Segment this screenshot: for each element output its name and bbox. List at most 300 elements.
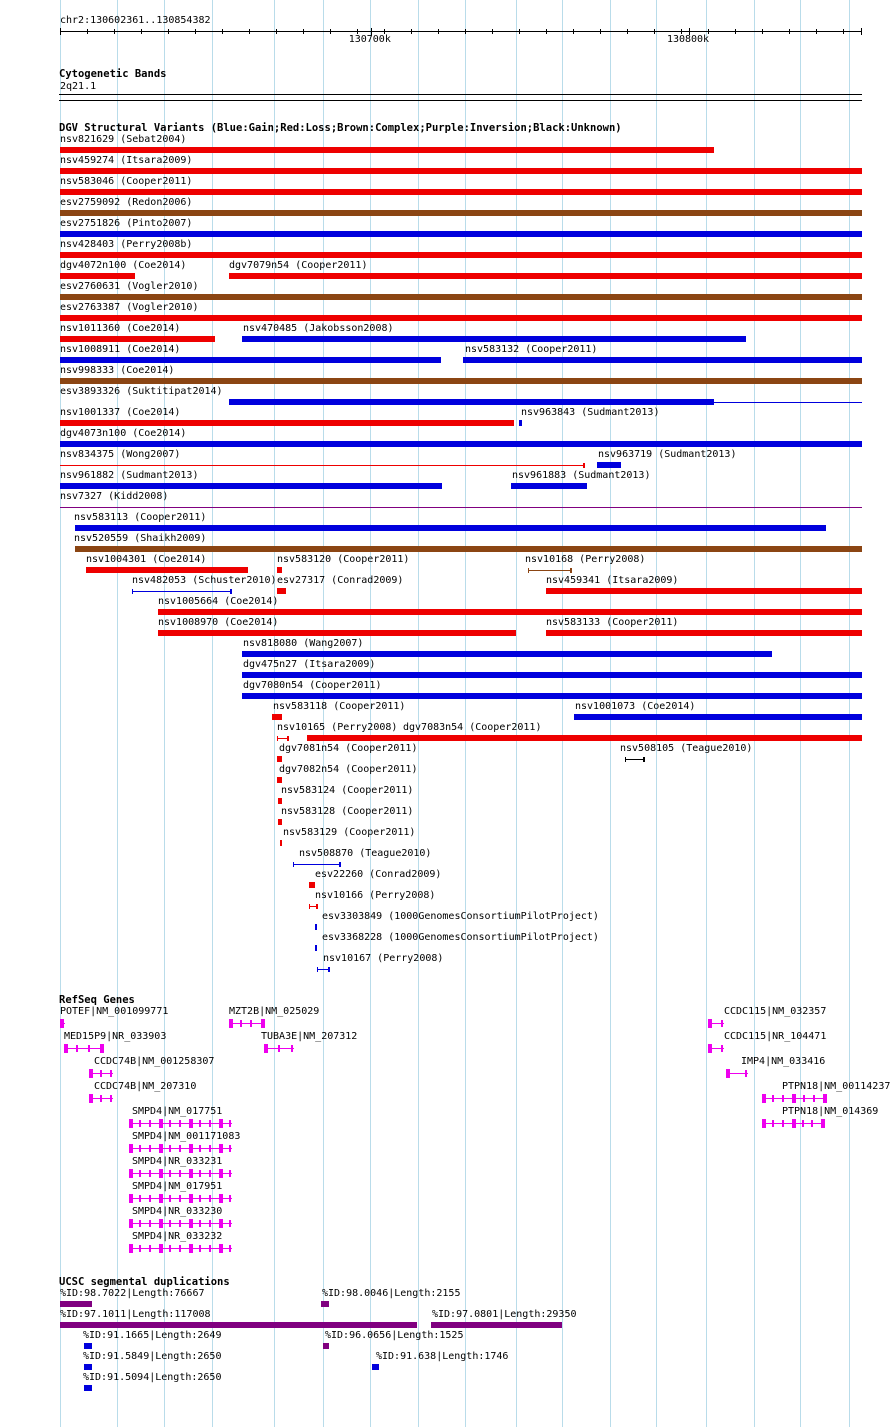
dgv-feature-extension [714, 402, 862, 403]
dgv-feature-bar[interactable] [60, 483, 442, 489]
dgv-feature-label[interactable]: nsv482053 (Schuster2010) [132, 575, 277, 586]
dgv-feature-bar[interactable] [229, 399, 714, 405]
gene-exon [745, 1070, 747, 1077]
dgv-feature-label[interactable]: esv3303849 (1000GenomesConsortiumPilotProject) [322, 911, 599, 922]
dgv-feature-label[interactable]: dgv7081n54 (Cooper2011) [279, 743, 418, 754]
gene-exon [62, 1020, 64, 1027]
dgv-feature-bar[interactable] [293, 864, 341, 865]
dgv-feature-bar[interactable] [278, 798, 281, 804]
dgv-feature-bar[interactable] [60, 441, 862, 447]
gene-exon [169, 1220, 171, 1227]
gene-exon [129, 1244, 133, 1253]
gene-exon [100, 1070, 102, 1077]
dgv-feature-bar[interactable] [60, 231, 862, 237]
ruler-minor-tick [600, 29, 601, 34]
dgv-feature-label[interactable]: esv2760631 (Vogler2010) [60, 281, 199, 292]
dgv-feature-end [339, 862, 341, 867]
dgv-feature-label[interactable]: nsv961883 (Sudmant2013) [512, 470, 651, 481]
ruler-right-end [861, 28, 862, 35]
gene-exon [129, 1219, 133, 1228]
dgv-feature-bar[interactable] [277, 588, 287, 594]
gene-exon [209, 1195, 211, 1202]
dgv-feature-end [316, 904, 318, 909]
gene-exon [139, 1195, 141, 1202]
dgv-feature-label[interactable]: nsv583133 (Cooper2011) [546, 617, 679, 628]
dgv-feature-bar[interactable] [60, 420, 514, 426]
dgv-feature-label[interactable]: nsv963843 (Sudmant2013) [521, 407, 660, 418]
gene-exon [821, 1119, 825, 1128]
dgv-feature-start [528, 568, 529, 573]
dgv-feature-label[interactable]: nsv583129 (Cooper2011) [283, 827, 416, 838]
ruler-minor-tick [762, 29, 763, 34]
gene-exon [159, 1169, 163, 1178]
dgv-feature-bar[interactable] [519, 420, 522, 426]
dgv-feature-bar[interactable] [75, 525, 826, 531]
gene-label[interactable]: SMPD4|NR_033230 [132, 1206, 223, 1217]
gene-exon [179, 1195, 181, 1202]
segdup-label[interactable]: %ID:91.1665|Length:2649 [83, 1330, 222, 1341]
dgv-feature-label[interactable]: dgv475n27 (Itsara2009) [243, 659, 376, 670]
gene-exon [782, 1120, 784, 1127]
gene-exon [129, 1169, 133, 1178]
dgv-feature-label[interactable]: nsv963719 (Sudmant2013) [598, 449, 737, 460]
gene-exon [189, 1169, 193, 1178]
gene-intron-line [64, 1048, 104, 1049]
dgv-feature-bar[interactable] [60, 315, 862, 321]
segdup-label[interactable]: %ID:97.0801|Length:29350 [432, 1309, 577, 1320]
gene-exon [199, 1145, 201, 1152]
dgv-feature-bar[interactable] [60, 294, 862, 300]
gene-exon [250, 1020, 252, 1027]
dgv-feature-label[interactable]: esv2751826 (Pinto2007) [60, 218, 193, 229]
region-label: chr2:130602361..130854382 [60, 15, 211, 26]
gene-exon [803, 1095, 805, 1102]
gene-exon [100, 1044, 104, 1053]
gene-exon [209, 1170, 211, 1177]
gene-exon [199, 1220, 201, 1227]
dgv-feature-label[interactable]: esv3368228 (1000GenomesConsortiumPilotProject) [322, 932, 599, 943]
dgv-feature-label[interactable]: nsv1011360 (Coe2014) [60, 323, 181, 334]
gene-exon [179, 1120, 181, 1127]
dgv-feature-label[interactable]: nsv1001073 (Coe2014) [575, 701, 696, 712]
gene-exon [209, 1120, 211, 1127]
gene-exon [129, 1144, 133, 1153]
ruler-minor-tick [195, 29, 196, 34]
gene-exon [149, 1245, 151, 1252]
gene-exon [139, 1245, 141, 1252]
gene-exon [179, 1145, 181, 1152]
gene-exon [189, 1144, 193, 1153]
dgv-feature-label[interactable]: esv2759092 (Redon2006) [60, 197, 193, 208]
gene-label[interactable]: TUBA3E|NM_207312 [261, 1031, 358, 1042]
dgv-feature-bar[interactable] [158, 609, 862, 615]
dgv-feature-label[interactable]: dgv7079n54 (Cooper2011) [229, 260, 368, 271]
gene-exon [278, 1045, 280, 1052]
dgv-feature-label[interactable]: nsv1005664 (Coe2014) [158, 596, 279, 607]
gene-exon [149, 1120, 151, 1127]
dgv-feature-label[interactable]: nsv10167 (Perry2008) [323, 953, 444, 964]
dgv-feature-end [643, 757, 645, 762]
gene-exon [229, 1245, 231, 1252]
segdup-label[interactable]: %ID:96.0656|Length:1525 [325, 1330, 464, 1341]
gene-exon [189, 1194, 193, 1203]
gene-exon [169, 1195, 171, 1202]
dgv-feature-label[interactable]: nsv818080 (Wang2007) [243, 638, 364, 649]
segdup-bar[interactable] [84, 1343, 92, 1349]
dgv-feature-bar[interactable] [463, 357, 862, 363]
ruler-minor-tick [627, 29, 628, 34]
dgv-feature-bar[interactable] [277, 777, 282, 783]
ruler-minor-tick [735, 29, 736, 34]
gene-exon [149, 1195, 151, 1202]
dgv-feature-label[interactable]: dgv7083n54 (Cooper2011) [403, 722, 542, 733]
dgv-feature-label[interactable]: nsv1001337 (Coe2014) [60, 407, 181, 418]
dgv-feature-bar[interactable] [132, 591, 231, 592]
gene-exon [149, 1220, 151, 1227]
cytoband-bar-top[interactable] [59, 94, 862, 95]
gene-label[interactable]: POTEF|NM_001099771 [60, 1006, 169, 1017]
gene-exon [229, 1120, 231, 1127]
dgv-feature-bar[interactable] [75, 546, 862, 552]
gene-exon [219, 1144, 223, 1153]
dgv-feature-label[interactable]: nsv583120 (Cooper2011) [277, 554, 410, 565]
gene-exon [189, 1119, 193, 1128]
dgv-feature-bar[interactable] [60, 336, 215, 342]
gene-exon [264, 1044, 268, 1053]
dgv-feature-start [293, 862, 294, 867]
dgv-feature-bar[interactable] [86, 567, 248, 573]
dgv-feature-bar[interactable] [277, 567, 282, 573]
dgv-feature-label[interactable]: nsv7327 (Kidd2008) [60, 491, 169, 502]
ruler-minor-tick [168, 29, 169, 34]
gene-label[interactable]: CCDC115|NM_032357 [724, 1006, 827, 1017]
dgv-feature-label[interactable]: nsv428403 (Perry2008b) [60, 239, 193, 250]
ruler-minor-tick [519, 29, 520, 34]
dgv-feature-bar[interactable] [60, 168, 862, 174]
dgv-feature-label[interactable]: nsv1008911 (Coe2014) [60, 344, 181, 355]
gene-exon [110, 1095, 112, 1102]
gene-label[interactable]: MZT2B|NM_025029 [229, 1006, 320, 1017]
dgv-feature-bar[interactable] [625, 759, 644, 760]
ruler-axis[interactable] [60, 31, 862, 32]
gene-exon [129, 1194, 133, 1203]
gene-exon [721, 1045, 723, 1052]
segdup-label[interactable]: %ID:91.638|Length:1746 [376, 1351, 509, 1362]
gene-exon [708, 1044, 712, 1053]
dgv-feature-label[interactable]: esv22260 (Conrad2009) [315, 869, 442, 880]
dgv-feature-start [317, 967, 318, 972]
dgv-feature-bar[interactable] [546, 630, 862, 636]
gene-exon [159, 1194, 163, 1203]
dgv-feature-label[interactable]: dgv4073n100 (Coe2014) [60, 428, 187, 439]
ruler-minor-tick [114, 29, 115, 34]
ruler-minor-tick [87, 29, 88, 34]
dgv-feature-label[interactable]: nsv583132 (Cooper2011) [465, 344, 598, 355]
ruler-minor-tick [303, 29, 304, 34]
dgv-feature-bar[interactable] [315, 945, 317, 951]
ruler-tick-label: 130800k [666, 34, 710, 45]
gene-exon [89, 1094, 93, 1103]
gene-exon [189, 1244, 193, 1253]
gene-exon [229, 1220, 231, 1227]
dgv-feature-label[interactable]: nsv998333 (Coe2014) [60, 365, 175, 376]
ruler-minor-tick [843, 29, 844, 34]
segdup-bar[interactable] [84, 1364, 92, 1370]
dgv-feature-label[interactable]: nsv1008970 (Coe2014) [158, 617, 279, 628]
gene-exon [179, 1220, 181, 1227]
gene-exon [802, 1120, 804, 1127]
gene-exon [291, 1045, 293, 1052]
dgv-feature-label[interactable]: nsv821629 (Sebat2004) [60, 134, 187, 145]
gene-exon [139, 1145, 141, 1152]
gene-exon [159, 1119, 163, 1128]
dgv-feature-bar[interactable] [528, 570, 571, 571]
gene-exon [219, 1219, 223, 1228]
gene-exon [772, 1120, 774, 1127]
dgv-feature-bar[interactable] [60, 465, 584, 466]
segdup-bar[interactable] [431, 1322, 561, 1328]
gene-exon [100, 1095, 102, 1102]
gene-exon [229, 1170, 231, 1177]
cytoband-track-title[interactable]: Cytogenetic Bands [59, 68, 167, 80]
gene-exon [240, 1020, 242, 1027]
gene-label[interactable]: IMP4|NM_033416 [741, 1056, 826, 1067]
dgv-feature-label[interactable]: nsv508870 (Teague2010) [299, 848, 432, 859]
gene-exon [792, 1094, 796, 1103]
dgv-feature-label[interactable]: nsv470485 (Jakobsson2008) [243, 323, 394, 334]
dgv-feature-bar[interactable] [511, 483, 587, 489]
dgv-feature-bar[interactable] [60, 378, 862, 384]
ruler-minor-tick [276, 29, 277, 34]
gene-exon [219, 1119, 223, 1128]
gene-exon [199, 1170, 201, 1177]
dgv-feature-bar[interactable] [60, 357, 441, 363]
gene-exon [219, 1194, 223, 1203]
dgv-feature-label[interactable]: esv3893326 (Suktitipat2014) [60, 386, 223, 397]
segdup-bar[interactable] [372, 1364, 378, 1370]
segdup-label[interactable]: %ID:97.1011|Length:117008 [60, 1309, 211, 1320]
gene-exon [782, 1095, 784, 1102]
dgv-feature-label[interactable]: nsv583124 (Cooper2011) [281, 785, 414, 796]
gene-exon [762, 1094, 766, 1103]
gene-exon [64, 1044, 68, 1053]
gene-label[interactable]: SMPD4|NM_017751 [132, 1106, 223, 1117]
dgv-feature-bar[interactable] [272, 714, 282, 720]
gene-exon [179, 1170, 181, 1177]
gene-exon [229, 1019, 233, 1028]
ruler-minor-tick [249, 29, 250, 34]
ruler-minor-tick [573, 29, 574, 34]
gene-exon [149, 1170, 151, 1177]
cytoband-bar-bottom[interactable] [59, 100, 862, 101]
ruler-minor-tick [141, 29, 142, 34]
segdup-bar[interactable] [60, 1322, 417, 1328]
gene-exon [139, 1220, 141, 1227]
ruler-minor-tick [816, 29, 817, 34]
dgv-feature-bar[interactable] [309, 882, 315, 888]
dgv-feature-bar[interactable] [242, 336, 746, 342]
gene-exon [199, 1195, 201, 1202]
gene-label[interactable]: SMPD4|NR_033231 [132, 1156, 223, 1167]
dgv-feature-bar[interactable] [60, 252, 862, 258]
gene-exon [179, 1245, 181, 1252]
gene-exon [159, 1244, 163, 1253]
gene-exon [110, 1070, 112, 1077]
gene-label[interactable]: SMPD4|NM_017951 [132, 1181, 223, 1192]
dgv-feature-label[interactable]: esv2763387 (Vogler2010) [60, 302, 199, 313]
dgv-feature-bar[interactable] [242, 693, 862, 699]
dgv-feature-label[interactable]: nsv10165 (Perry2008) [277, 722, 398, 733]
ruler-minor-tick [411, 29, 412, 34]
ruler-minor-tick [465, 29, 466, 34]
dgv-feature-bar[interactable] [60, 210, 862, 216]
dgv-feature-bar[interactable] [60, 189, 862, 195]
dgv-feature-start [309, 904, 310, 909]
dgv-feature-label[interactable]: nsv10168 (Perry2008) [525, 554, 646, 565]
dgv-feature-bar[interactable] [242, 651, 772, 657]
gene-label[interactable]: CCDC115|NR_104471 [724, 1031, 827, 1042]
dgv-feature-end [570, 568, 572, 573]
ruler-minor-tick [654, 29, 655, 34]
gene-label[interactable]: CCDC74B|NM_207310 [94, 1081, 197, 1092]
gene-exon [169, 1245, 171, 1252]
gene-exon [726, 1069, 730, 1078]
gene-exon [159, 1219, 163, 1228]
dgv-feature-label[interactable]: nsv583113 (Cooper2011) [74, 512, 207, 523]
ruler-minor-tick [438, 29, 439, 34]
segdup-track-title[interactable]: UCSC segmental duplications [59, 1276, 230, 1288]
gene-exon [89, 1069, 93, 1078]
gene-exon [88, 1045, 90, 1052]
segdup-bar[interactable] [323, 1343, 329, 1349]
gene-exon [149, 1145, 151, 1152]
gene-exon [139, 1170, 141, 1177]
dgv-feature-label[interactable]: nsv459274 (Itsara2009) [60, 155, 193, 166]
gene-label[interactable]: MED15P9|NR_033903 [64, 1031, 167, 1042]
gene-label[interactable]: SMPD4|NR_033232 [132, 1231, 223, 1242]
dgv-feature-label[interactable]: nsv834375 (Wong2007) [60, 449, 181, 460]
gene-intron-line [229, 1023, 264, 1024]
dgv-feature-bar[interactable] [278, 819, 281, 825]
gene-exon [209, 1145, 211, 1152]
segdup-bar[interactable] [321, 1301, 329, 1307]
gene-exon [76, 1045, 78, 1052]
gene-label[interactable]: SMPD4|NM_001171083 [132, 1131, 241, 1142]
dgv-feature-label[interactable]: nsv10166 (Perry2008) [315, 890, 436, 901]
ruler-left-end [60, 28, 61, 35]
dgv-feature-label[interactable]: nsv961882 (Sudmant2013) [60, 470, 199, 481]
gene-exon [169, 1170, 171, 1177]
dgv-feature-bar[interactable] [546, 588, 862, 594]
gene-exon [169, 1145, 171, 1152]
segdup-label[interactable]: %ID:91.5094|Length:2650 [83, 1372, 222, 1383]
segdup-bar[interactable] [60, 1301, 92, 1307]
dgv-track-title[interactable]: DGV Structural Variants (Blue:Gain;Red:Loss;Brown:Complex;Purple:Inversion;Black:Unknown) [59, 122, 622, 134]
dgv-feature-label[interactable]: esv27317 (Conrad2009) [277, 575, 404, 586]
dgv-feature-label[interactable]: nsv520559 (Shaikh2009) [74, 533, 207, 544]
dgv-feature-bar[interactable] [158, 630, 516, 636]
dgv-feature-end [287, 736, 289, 741]
ruler-tick-label: 130700k [348, 34, 391, 45]
dgv-feature-bar[interactable] [315, 924, 317, 930]
dgv-feature-bar[interactable] [60, 507, 862, 508]
dgv-feature-end [583, 463, 585, 468]
dgv-feature-bar[interactable] [242, 672, 862, 678]
gene-label[interactable]: PTPN18|NM_014369 [782, 1106, 879, 1117]
gene-exon [169, 1120, 171, 1127]
dgv-feature-label[interactable]: nsv508105 (Teague2010) [620, 743, 753, 754]
gene-exon [199, 1245, 201, 1252]
gene-exon [129, 1119, 133, 1128]
dgv-feature-bar[interactable] [229, 273, 862, 279]
dgv-feature-start [277, 736, 278, 741]
cytoband-label: 2q21.1 [60, 81, 97, 92]
dgv-feature-end [328, 967, 330, 972]
gene-exon [772, 1095, 774, 1102]
dgv-feature-label[interactable]: nsv459341 (Itsara2009) [546, 575, 679, 586]
gene-exon [721, 1020, 723, 1027]
gene-exon [209, 1245, 211, 1252]
gene-exon [199, 1120, 201, 1127]
dgv-feature-start [132, 589, 133, 594]
gene-exon [139, 1120, 141, 1127]
segdup-label[interactable]: %ID:91.5849|Length:2650 [83, 1351, 222, 1362]
dgv-feature-label[interactable]: nsv583046 (Cooper2011) [60, 176, 193, 187]
dgv-feature-label[interactable]: dgv7080n54 (Cooper2011) [243, 680, 382, 691]
dgv-feature-bar[interactable] [597, 462, 621, 468]
dgv-feature-label[interactable]: nsv1004301 (Coe2014) [86, 554, 207, 565]
gene-exon [189, 1219, 193, 1228]
dgv-feature-label[interactable]: dgv7082n54 (Cooper2011) [279, 764, 418, 775]
gene-exon [762, 1119, 766, 1128]
dgv-feature-end [230, 589, 232, 594]
gene-exon [219, 1244, 223, 1253]
dgv-feature-bar[interactable] [60, 147, 714, 153]
gene-exon [261, 1019, 265, 1028]
dgv-feature-bar[interactable] [60, 273, 135, 279]
dgv-feature-bar[interactable] [277, 756, 282, 762]
gene-exon [792, 1119, 796, 1128]
gene-exon [823, 1094, 827, 1103]
gene-exon [708, 1019, 712, 1028]
segdup-label[interactable]: %ID:98.7022|Length:76667 [60, 1288, 205, 1299]
gene-exon [811, 1120, 813, 1127]
gene-exon [219, 1169, 223, 1178]
dgv-feature-bar[interactable] [307, 735, 862, 741]
dgv-feature-label[interactable]: nsv583118 (Cooper2011) [273, 701, 406, 712]
gene-exon [813, 1095, 815, 1102]
gene-exon [229, 1195, 231, 1202]
dgv-feature-start [625, 757, 626, 762]
ruler-minor-tick [492, 29, 493, 34]
ruler-minor-tick [546, 29, 547, 34]
ruler-minor-tick [222, 29, 223, 34]
gene-label[interactable]: CCDC74B|NM_001258307 [94, 1056, 215, 1067]
dgv-feature-label[interactable]: nsv583128 (Cooper2011) [281, 806, 414, 817]
ruler-minor-tick [330, 29, 331, 34]
refseq-track-title[interactable]: RefSeq Genes [59, 994, 135, 1006]
gene-exon [159, 1144, 163, 1153]
gene-exon [209, 1220, 211, 1227]
dgv-feature-bar[interactable] [280, 840, 282, 846]
segdup-bar[interactable] [84, 1385, 92, 1391]
gene-label[interactable]: PTPN18|NM_00114237 [782, 1081, 890, 1092]
ruler-minor-tick [789, 29, 790, 34]
dgv-feature-label[interactable]: dgv4072n100 (Coe2014) [60, 260, 187, 271]
gene-exon [229, 1145, 231, 1152]
dgv-feature-bar[interactable] [574, 714, 862, 720]
segdup-label[interactable]: %ID:98.0046|Length:2155 [322, 1288, 461, 1299]
